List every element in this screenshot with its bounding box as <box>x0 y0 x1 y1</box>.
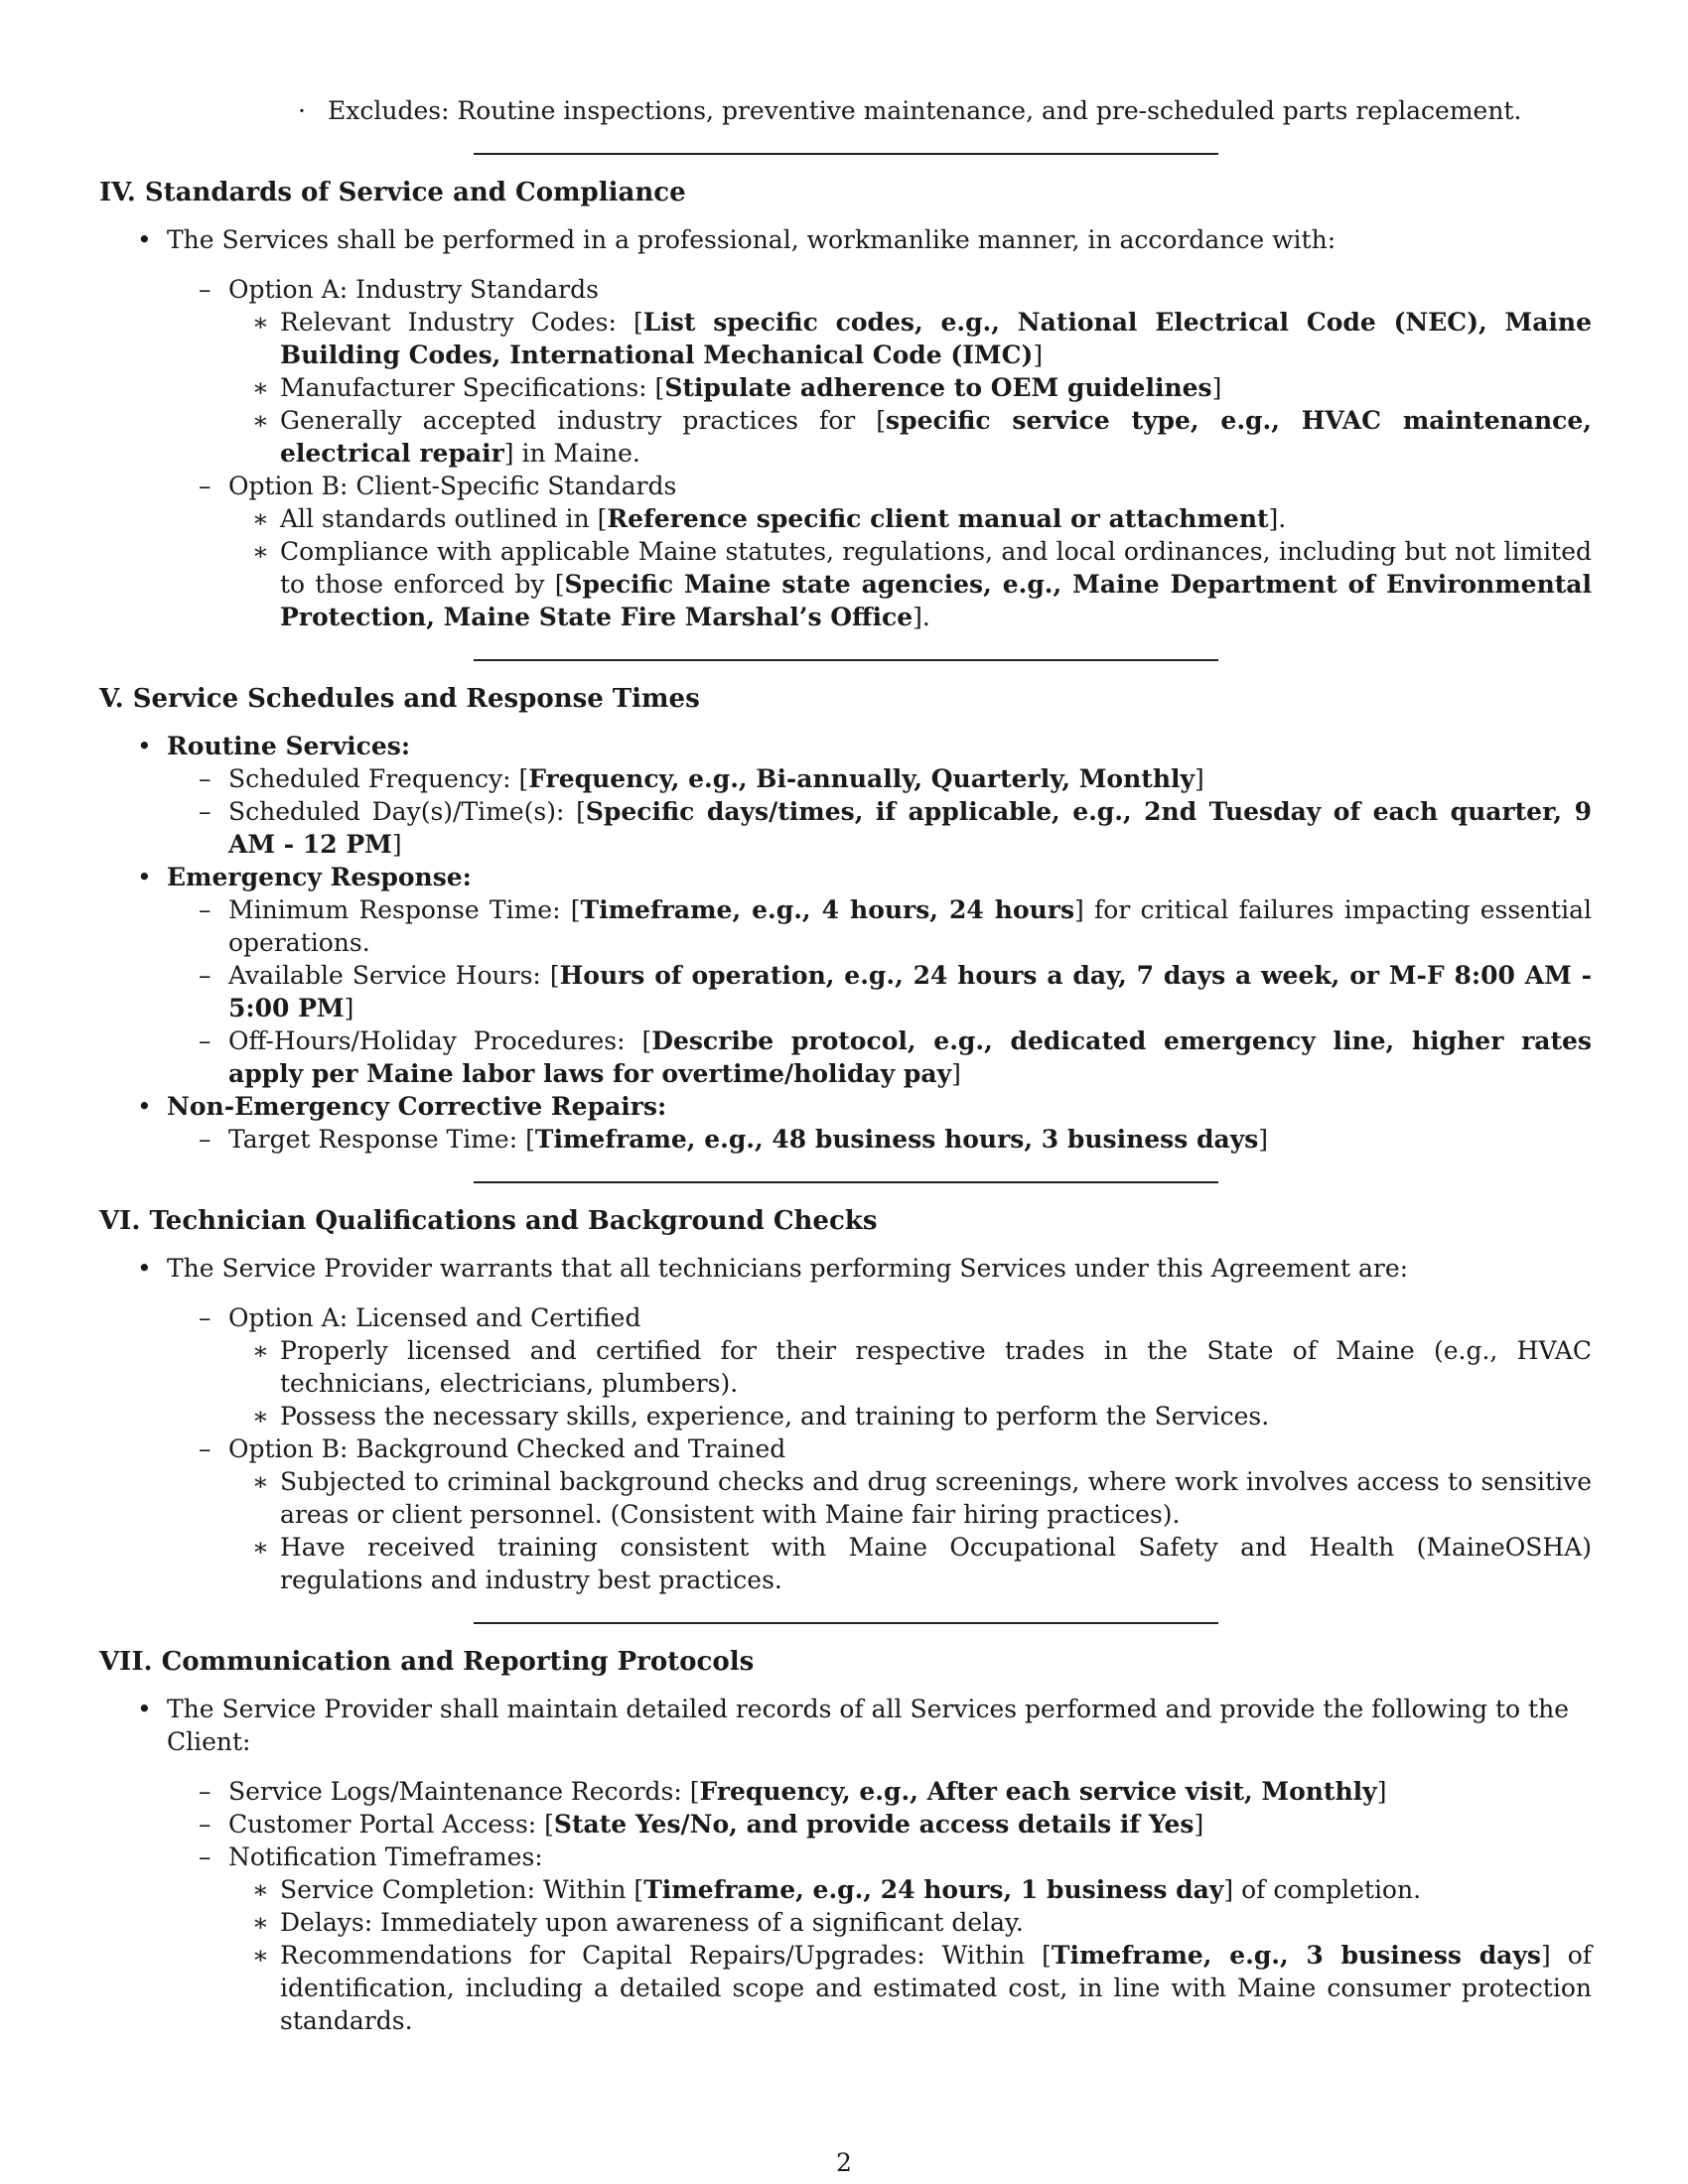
option-list <box>167 273 1592 633</box>
routine-services-label: Routine Services: <box>167 732 411 760</box>
item-text: Generally accepted industry practices for [ <box>280 406 887 435</box>
item-text: Relevant Industry Codes: [ <box>280 308 643 337</box>
item-text: All standards outlined in [ <box>280 504 608 533</box>
option-b-items <box>228 502 1592 633</box>
list-item <box>228 371 1592 404</box>
item-text: ] <box>1195 764 1204 793</box>
list-item <box>228 535 1592 633</box>
list-item <box>167 795 1592 861</box>
item-text: ]. <box>1268 504 1287 533</box>
notification-items <box>228 1873 1592 2037</box>
placeholder-text: Hours of operation, e.g., 24 hours a day, 7 days a week, or M-F 8:00 AM - 5:00 PM <box>228 961 1592 1023</box>
section-iv-list <box>99 223 1592 633</box>
placeholder-text: Frequency, e.g., After each service visit, Monthly <box>699 1777 1377 1806</box>
item-text: ] <box>391 830 402 859</box>
placeholder-text: Reference specific client manual or attachment <box>607 504 1269 533</box>
option-a <box>167 273 1592 470</box>
list-item <box>167 1123 1592 1156</box>
page-number: 2 <box>836 2148 852 2177</box>
intro-text: The Service Provider warrants that all technicians performing Services under this Agreement are: <box>167 1254 1409 1283</box>
emergency-response-label: Emergency Response: <box>167 863 472 891</box>
placeholder-text: Specific Maine state agencies, e.g., Maine Department of Environmental Protection, Maine State Fire Marshal’s Office <box>280 570 1592 631</box>
list-item: ∗ Possess the necessary skills, experience, and training to perform the Services. <box>228 1400 1592 1433</box>
intro-text: The Service Provider shall maintain detailed records of all Services performed and provide the following to the Client: <box>167 1695 1569 1756</box>
section-divider <box>474 659 1218 661</box>
item-text: Customer Portal Access: [ <box>228 1810 554 1839</box>
list-item <box>228 1873 1592 1906</box>
item-text: Recommendations for Capital Repairs/Upgrades: Within [ <box>280 1941 1052 1970</box>
option-b <box>167 1433 1592 1596</box>
section-v-list <box>99 730 1592 1156</box>
item-text: Service Logs/Maintenance Records: [ <box>228 1777 700 1806</box>
section-divider <box>474 1622 1218 1624</box>
item-text: Notification Timeframes: <box>228 1843 543 1871</box>
item-text: Service Completion: Within [ <box>280 1875 644 1904</box>
placeholder-text: Stipulate adherence to OEM guidelines <box>664 373 1212 402</box>
section-vii-intro <box>99 1693 1592 2037</box>
option-label: Option A: Industry Standards <box>228 275 599 304</box>
placeholder-text: Timeframe, e.g., 4 hours, 24 hours <box>580 895 1075 924</box>
option-a <box>167 1301 1592 1433</box>
routine-items <box>167 762 1592 861</box>
section-vi-intro <box>99 1252 1592 1596</box>
item-text: ] of identification, including a detailed scope and estimated cost, in line with Maine consumer protection standards. <box>280 1941 1592 2035</box>
list-item <box>228 404 1592 470</box>
non-emergency-items <box>167 1123 1592 1156</box>
item-text: ] <box>951 1059 961 1088</box>
item-text: ] in Maine. <box>503 439 640 468</box>
section-divider <box>474 1181 1218 1183</box>
option-a-items <box>228 1334 1592 1433</box>
routine-services <box>99 730 1592 861</box>
placeholder-text: Timeframe, e.g., 48 business hours, 3 business days <box>534 1125 1259 1154</box>
option-label: Option B: Background Checked and Trained <box>228 1434 786 1463</box>
list-item <box>167 893 1592 959</box>
item-text: ] <box>1033 341 1044 369</box>
placeholder-text: Specific days/times, if applicable, e.g., 2nd Tuesday of each quarter, 9 AM - 12 PM <box>228 797 1592 859</box>
list-item <box>167 959 1592 1024</box>
non-emergency-label: Non-Emergency Corrective Repairs: <box>167 1092 667 1121</box>
list-item <box>167 762 1592 795</box>
item-text: ] <box>344 994 354 1023</box>
section-vii-list <box>99 1693 1592 2037</box>
list-item: ∗ Subjected to criminal background checks and drug screenings, where work involves access to sensitive areas or client personnel. (Consistent with Maine fair hiring practices). <box>228 1465 1592 1531</box>
item-text: Off-Hours/Holiday Procedures: [ <box>228 1026 652 1055</box>
item-text: ] <box>1376 1777 1387 1806</box>
option-list <box>167 1301 1592 1596</box>
notification-timeframes <box>167 1841 1592 2037</box>
placeholder-text: List specific codes, e.g., National Electrical Code (NEC), Maine Building Codes, International Mechanical Code (IMC) <box>280 308 1592 369</box>
section-iv-title: IV. Standards of Service and Compliance <box>99 178 686 207</box>
item-text: ]. <box>913 603 930 631</box>
item-text: Target Response Time: [ <box>228 1125 535 1154</box>
list-item: ∗ Delays: Immediately upon awareness of a significant delay. <box>228 1906 1592 1939</box>
section-v-title: V. Service Schedules and Response Times <box>99 684 700 714</box>
item-text: Minimum Response Time: [ <box>228 895 581 924</box>
placeholder-text: Describe protocol, e.g., dedicated emergency line, higher rates apply per Maine labor laws for overtime/holiday pay <box>228 1026 1592 1088</box>
document-page <box>99 94 1592 2037</box>
section-vii-title: VII. Communication and Reporting Protocols <box>99 1647 755 1677</box>
reporting-list <box>167 1775 1592 2037</box>
item-text: Scheduled Frequency: [ <box>228 764 529 793</box>
emergency-response <box>99 861 1592 1090</box>
item-text: ] of completion. <box>1223 1875 1422 1904</box>
list-item <box>167 1775 1592 1808</box>
item-text: Available Service Hours: [ <box>228 961 560 990</box>
option-label: Option B: Client-Specific Standards <box>228 472 677 500</box>
option-b <box>167 470 1592 633</box>
list-item: ∗ Have received training consistent with Maine Occupational Safety and Health (MaineOSHA) regulations and industry best practices. <box>228 1531 1592 1596</box>
emergency-items <box>167 893 1592 1090</box>
list-item <box>228 1939 1592 2037</box>
item-text: Manufacturer Specifications: [ <box>280 373 665 402</box>
placeholder-text: Frequency, e.g., Bi-annually, Quarterly, Monthly <box>528 764 1196 793</box>
item-text: ] <box>1211 373 1222 402</box>
section-vi-list <box>99 1252 1592 1596</box>
excludes-item: · Excludes: Routine inspections, preventive maintenance, and pre-scheduled parts replacement. <box>99 94 1592 127</box>
section-vi-title: VI. Technician Qualifications and Background Checks <box>99 1206 878 1236</box>
item-text: ] for critical failures impacting essential operations. <box>228 895 1592 957</box>
section-divider <box>474 153 1218 155</box>
placeholder-text: specific service type, e.g., HVAC maintenance, electrical repair <box>280 406 1593 468</box>
item-text: ] <box>1258 1125 1269 1154</box>
option-label: Option A: Licensed and Certified <box>228 1303 641 1332</box>
list-item <box>228 502 1592 535</box>
option-a-items <box>228 306 1592 470</box>
option-b-items <box>228 1465 1592 1596</box>
placeholder-text: Timeframe, e.g., 24 hours, 1 business day <box>643 1875 1224 1904</box>
non-emergency-repairs <box>99 1090 1592 1156</box>
placeholder-text: Timeframe, e.g., 3 business days <box>1051 1941 1541 1970</box>
placeholder-text: State Yes/No, and provide access details if Yes <box>553 1810 1195 1839</box>
list-item: ∗ Properly licensed and certified for their respective trades in the State of Maine (e.g., HVAC technicians, electricians, plumbers). <box>228 1334 1592 1400</box>
intro-text: The Services shall be performed in a professional, workmanlike manner, in accordance with: <box>167 225 1336 254</box>
list-item <box>167 1024 1592 1090</box>
list-item <box>167 1808 1592 1841</box>
item-text: Scheduled Day(s)/Time(s): [ <box>228 797 586 826</box>
list-item <box>228 306 1592 371</box>
item-text: ] <box>1194 1810 1204 1839</box>
section-iv-intro <box>99 223 1592 633</box>
item-text: Compliance with applicable Maine statutes, regulations, and local ordinances, including but not limited to those enforced by [ <box>280 537 1592 599</box>
excludes-list <box>99 94 1592 127</box>
